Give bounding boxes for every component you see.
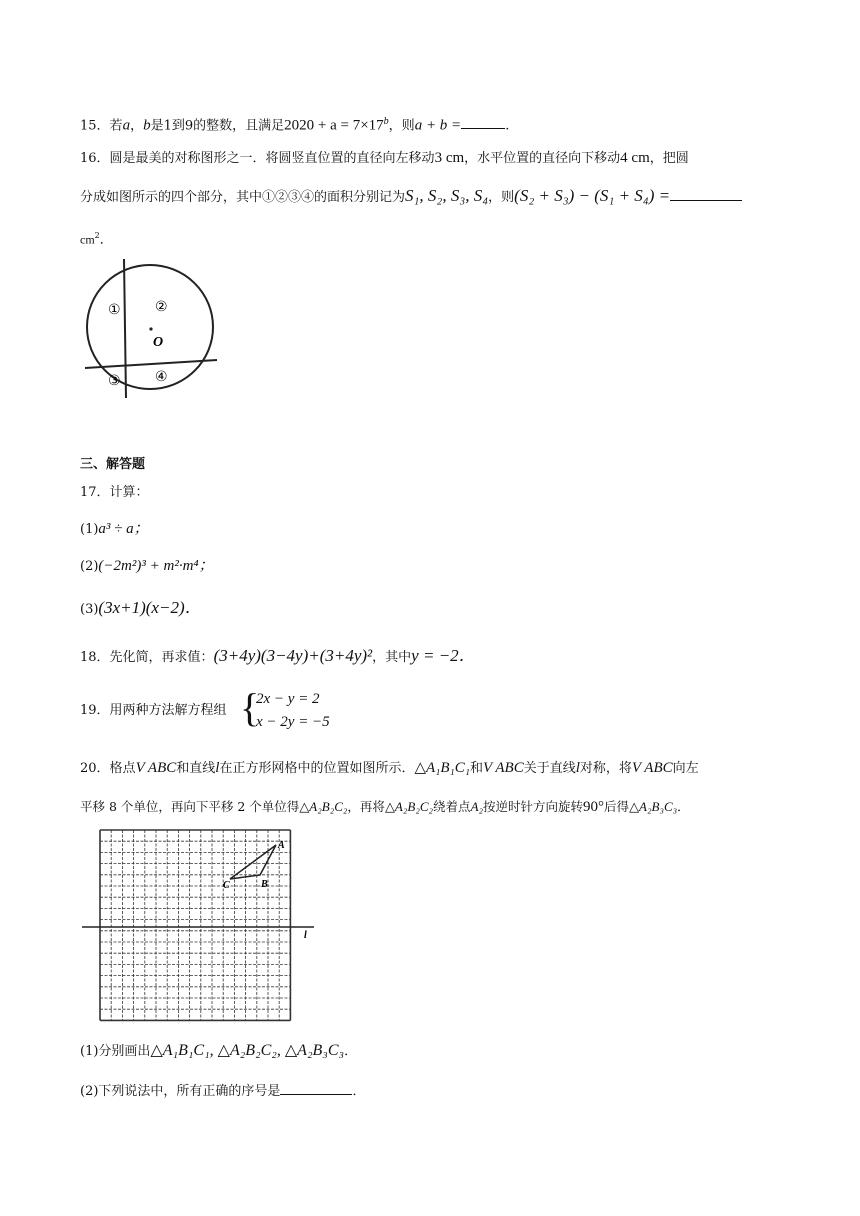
label-a: A bbox=[278, 840, 285, 851]
q16-expression: (S₂ + S₃) − (S₁ + S₄) = bbox=[514, 186, 671, 205]
q20-part2: (2)下列说法中，所有正确的序号是 ． bbox=[80, 1084, 366, 1099]
label-l: l bbox=[304, 930, 307, 941]
q19-number: 19． bbox=[80, 703, 110, 718]
label-c: C bbox=[223, 880, 230, 891]
q17-number: 17． bbox=[80, 485, 110, 500]
region-label-1: ① bbox=[108, 302, 121, 318]
q17-part2: (2)(−2m²)³ + m²·m⁴； bbox=[80, 558, 214, 574]
grid-figure bbox=[80, 826, 320, 1030]
circle-outline bbox=[87, 265, 213, 389]
question-16-line1: 16．圆是最美的对称图形之一．将圆竖直位置的直径向左移动3 cm，水平位置的直径向下移动4 cm，把圆 bbox=[80, 150, 689, 166]
question-20-line1: 20．格点V ABC和直线l在正方形网格中的位置如图所示．△A₁B₁C₁和V ABC关于直线l对称，将V ABC向左 bbox=[80, 760, 699, 776]
region-label-3: ③ bbox=[108, 373, 121, 389]
equation-system-brace: { bbox=[240, 685, 260, 730]
question-17: 17．计算： bbox=[80, 485, 149, 500]
q15-equation: 2020 + a = 7×17 bbox=[284, 117, 384, 134]
q16-number: 16． bbox=[80, 151, 110, 166]
q17-part3: (3)(3x+1)(x−2)． bbox=[80, 598, 202, 617]
q20-answer-blank[interactable] bbox=[280, 1082, 352, 1095]
section-heading: 三、解答题 bbox=[80, 457, 146, 472]
label-b: B bbox=[261, 879, 268, 890]
triangle-abc bbox=[230, 845, 276, 879]
q15-number: 15． bbox=[80, 118, 110, 134]
region-label-2: ② bbox=[155, 299, 168, 315]
grid-lines bbox=[100, 830, 290, 1020]
q18-number: 18． bbox=[80, 650, 110, 665]
question-16-line2: 分成如图所示的四个部分，其中①②③④的面积分别记为S₁, S₂, S₃, S₄，则(S₂ + S₃) − (S₁ + S₄) = bbox=[80, 186, 742, 208]
q20-part1: (1)分别画出△A₁B₁C₁, △A₂B₂C₂, △A₂B₃C₃． bbox=[80, 1042, 358, 1059]
center-point bbox=[149, 327, 152, 330]
q17-part1: (1)a³ ÷ a； bbox=[80, 521, 149, 537]
question-16-unit: $cm^2$． bbox=[80, 231, 113, 248]
q20-number: 20． bbox=[80, 761, 110, 776]
question-19: 19．用两种方法解方程组 bbox=[80, 703, 227, 718]
question-15: 15．若a，b是1到9的整数，且满足$2020 + a = 7\times 17^b$，则a + b = . bbox=[80, 116, 510, 134]
region-label-4: ④ bbox=[155, 369, 168, 385]
vertical-chord bbox=[124, 259, 126, 398]
q15-answer-blank[interactable] bbox=[461, 116, 505, 129]
q19-equation-1: 2x − y = 2 bbox=[256, 691, 320, 707]
question-18: 18．先化简，再求值：(3+4y)(3−4y)+(3+4y)²，其中y = −2． bbox=[80, 646, 476, 665]
question-20-line2: 平移 8 个单位，再向下平移 2 个单位得△A₂B₂C₂，再将△A₂B₂C₂绕着点A₂按逆时针方向旋转90°后得△A₂B₃C₃． bbox=[80, 799, 690, 815]
center-label: O bbox=[153, 335, 164, 350]
circle-figure bbox=[80, 256, 220, 406]
q19-equation-2: x − 2y = −5 bbox=[256, 714, 330, 730]
q16-answer-blank[interactable] bbox=[670, 188, 742, 201]
q18-expression: (3+4y)(3−4y)+(3+4y)² bbox=[213, 646, 373, 665]
